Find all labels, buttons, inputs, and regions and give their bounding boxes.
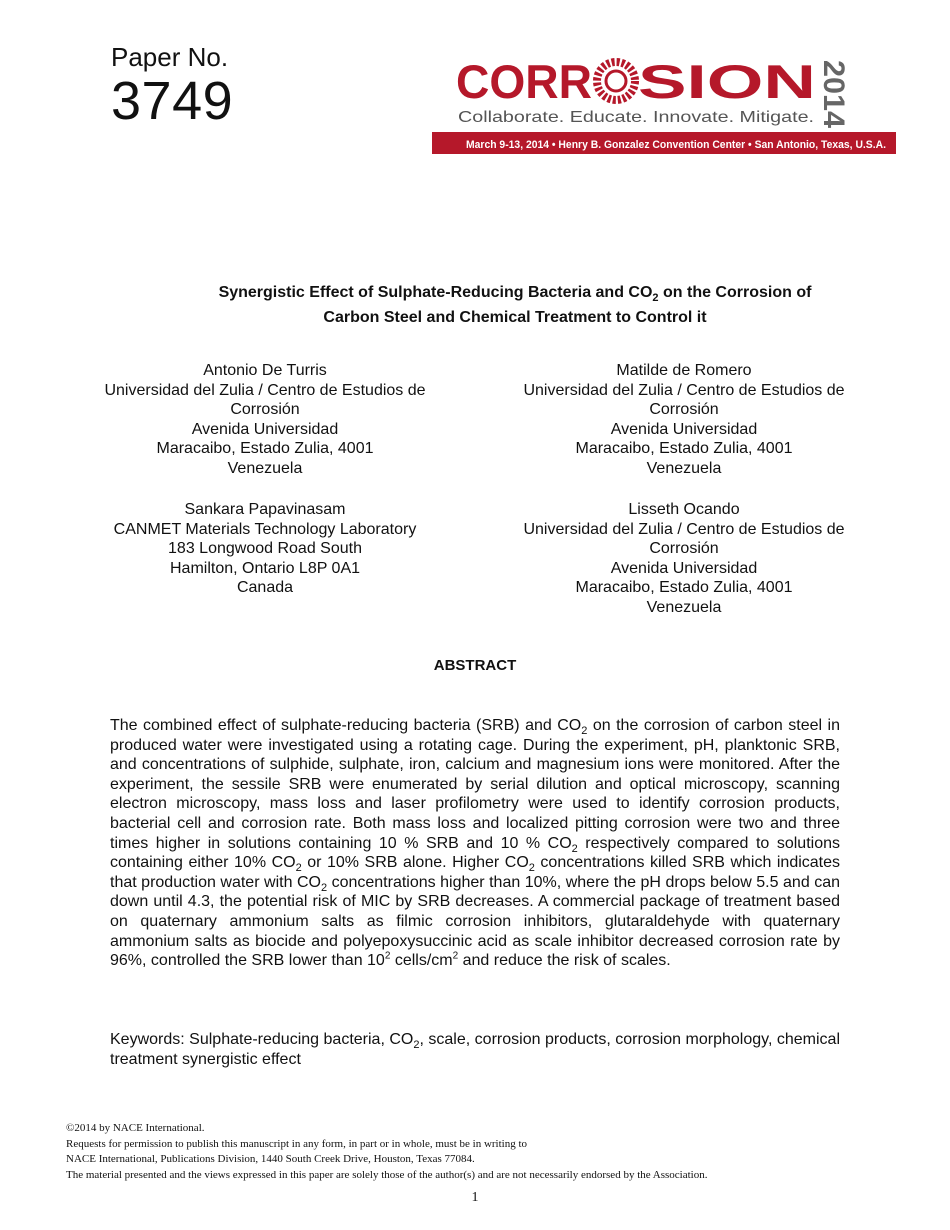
affiliation-line: Corrosión	[649, 401, 719, 419]
paper-number: 3749	[111, 71, 234, 131]
footer-line: ©2014 by NACE International.	[66, 1122, 205, 1134]
logo-ring-icon	[597, 62, 635, 100]
author-name: Lisseth Ocando	[628, 501, 740, 518]
author-name: Antonio De Turris	[203, 362, 327, 379]
logo-year: 2014	[817, 60, 850, 127]
page-number: 1	[471, 1190, 479, 1205]
paper-label: Paper No.	[111, 42, 229, 72]
author-name: Sankara Papavinasam	[184, 501, 346, 518]
affiliation-line: 183 Longwood Road South	[168, 540, 362, 558]
author-name: Matilde de Romero	[616, 362, 752, 379]
affiliation-line: Universidad del Zulia / Centro de Estudios de	[523, 381, 845, 399]
affiliation-line: Corrosión	[649, 540, 719, 558]
logo-text-left: CORR	[456, 56, 592, 108]
affiliation-line: Maracaibo, Estado Zulia, 4001	[575, 579, 793, 597]
corrosion-2014-logo	[432, 56, 896, 154]
logo-banner: March 9-13, 2014 • Henry B. Gonzalez Convention Center • San Antonio, Texas, U.S.A.	[466, 139, 886, 151]
copyright-footer	[66, 1121, 707, 1183]
affiliation-line: Maracaibo, Estado Zulia, 4001	[156, 440, 374, 458]
author-block	[499, 500, 869, 618]
logo-text-right: SION	[638, 56, 816, 108]
title-line2: Carbon Steel and Chemical Treatment to Control it	[323, 309, 707, 327]
affiliation-line: Venezuela	[227, 459, 303, 477]
title-line1-b: on the Corrosion of	[658, 284, 812, 301]
footer-line: NACE International, Publications Division, 1440 South Creek Drive, Houston, Texas 77084.	[66, 1153, 475, 1165]
affiliation-line: Universidad del Zulia / Centro de Estudios de	[523, 520, 845, 538]
paper-number-block	[111, 42, 234, 131]
author-block	[80, 361, 450, 479]
author-block	[80, 500, 450, 598]
affiliation-line: Venezuela	[646, 459, 722, 477]
abstract-body: The combined effect of sulphate-reducing bacteria (SRB) and $CO_2$ on the corrosion of carbon steel in produced water were investigated using a rotating cage. During the experiment, pH, planktonic SRB, and concentrations of sulphide, sulphate, iron, calcium and magnesium ions were monitored. After the experiment, the sessile SRB were enumerated by serial dilution and optical microscopy, scanning electron microscopy, mass loss and laser profilometry were used to identify corrosion products, bacterial cell and corrosion rate. Both mass loss and localized pitting corrosion were two and three times higher in solutions containing 10 % SRB and 10 % $CO_2$ respectively compared to solutions containing either 10% $CO_2$ or 10% SRB alone. Higher $CO_2$ concentrations killed SRB which indicates that production water with $CO_2$ concentrations higher than 10%, where the pH drops below 5.5 and can down until 4.3, the potential risk of MIC by SRB decreases. A commercial package of treatment based on quaternary ammonium salts as filmic corrosion inhibitors, glutaraldehyde with quaternary ammonium salts as biocide and polyepoxysuccinic acid as scale inhibitor decreased corrosion rate by 96%, controlled the SRB lower than $10^2$ cells/$cm^2$ and reduce the risk of scales.	[110, 717, 841, 970]
logo-tagline: Collaborate. Educate. Innovate. Mitigate.	[458, 109, 814, 126]
abstract-heading: ABSTRACT	[433, 657, 517, 674]
affiliation-line: Corrosión	[230, 401, 300, 419]
author-block	[499, 361, 869, 479]
title-line1-a: Synergistic Effect of Sulphate-Reducing Bacteria and CO	[218, 284, 653, 301]
affiliation-line: Avenida Universidad	[191, 420, 339, 438]
affiliation-line: Canada	[236, 579, 294, 597]
affiliation-line: Universidad del Zulia / Centro de Estudios de	[104, 381, 426, 399]
affiliation-line: Hamilton, Ontario L8P 0A1	[169, 559, 361, 577]
paper-title	[110, 283, 920, 328]
affiliation-line: Avenida Universidad	[610, 420, 758, 438]
affiliation-line: CANMET Materials Technology Laboratory	[113, 520, 417, 538]
keywords: Keywords: Sulphate-reducing bacteria, $CO_2$, scale, corrosion products, corrosion morphology, chemical treatment synergistic effect	[110, 1031, 840, 1068]
affiliation-line: Avenida Universidad	[610, 559, 758, 577]
footer-line: The material presented and the views expressed in this paper are solely those of the author(s) and are not necessarily endorsed by the Association.	[66, 1168, 708, 1181]
title-line1-sub: 2	[652, 292, 659, 305]
affiliation-line: Maracaibo, Estado Zulia, 4001	[575, 440, 793, 458]
affiliation-line: Venezuela	[646, 598, 722, 616]
footer-line: Requests for permission to publish this manuscript in any form, in part or in whole, must be in writing to	[66, 1137, 528, 1150]
